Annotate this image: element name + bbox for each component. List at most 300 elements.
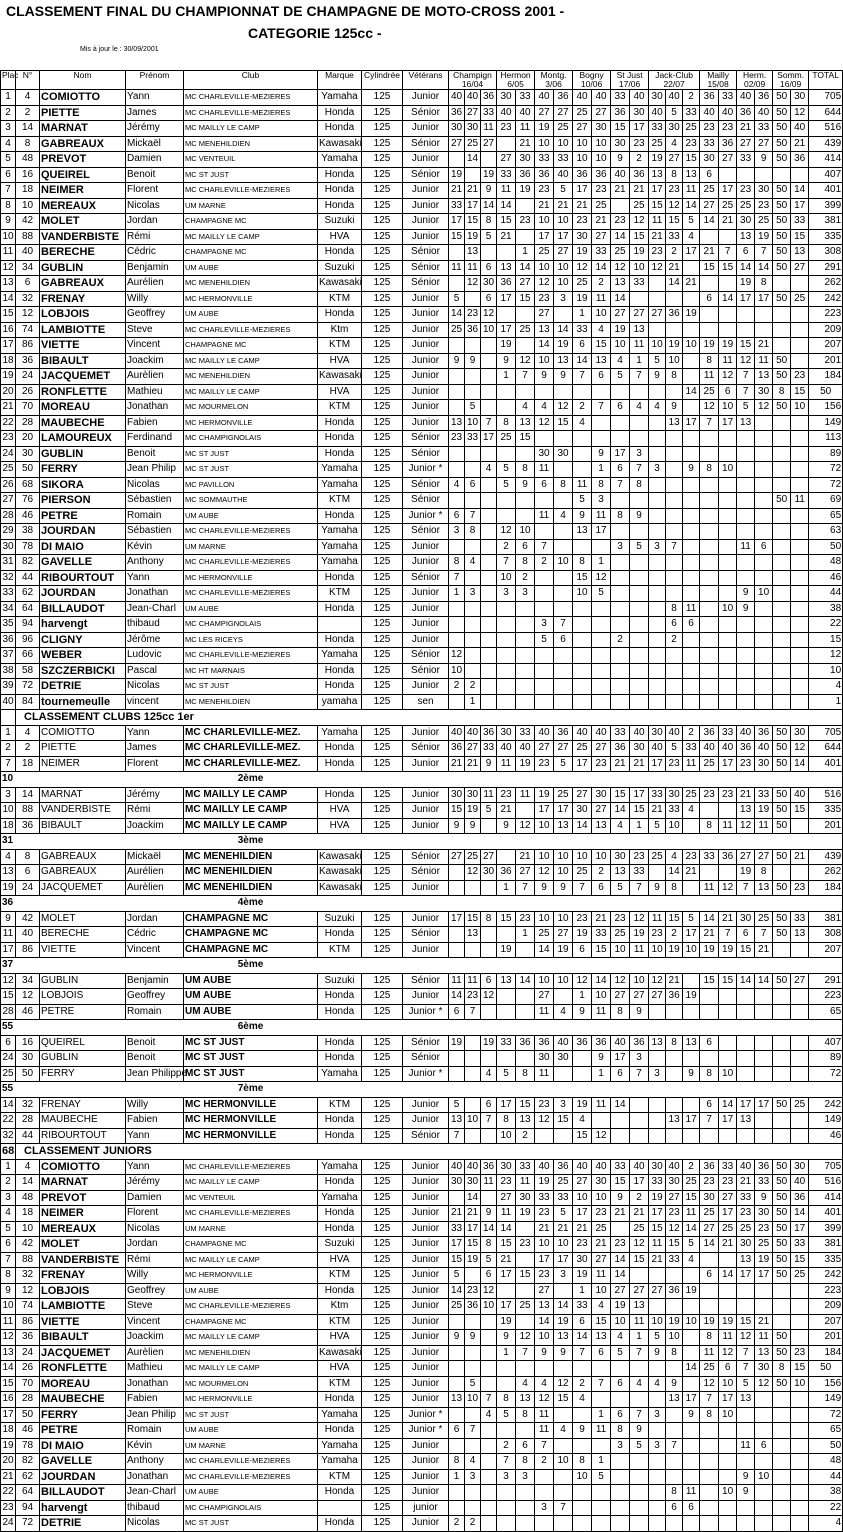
score-cell [516,1314,535,1330]
score-cell: 10 [611,942,630,958]
score-cell: 13 [791,245,809,261]
place-cell: 3 [1,121,16,137]
brand-cell: KTM [318,586,362,602]
number-cell: 84 [16,694,40,710]
score-cell: 33 [700,849,719,865]
score-cell: 9 [516,477,535,493]
score-cell: 8 [666,880,683,896]
score-cell: 19 [630,927,649,943]
score-cell [573,1066,592,1082]
club-cell: MC SOMMAUTHE [184,493,318,509]
score-cell: 7 [516,880,535,896]
score-cell: 25 [700,756,719,772]
total-cell: 401 [809,1206,843,1222]
score-cell [465,1500,481,1516]
score-cell: 21 [554,198,573,214]
score-cell: 19 [755,229,773,245]
score-cell [773,617,791,633]
firstname-cell: Joackim [126,1330,184,1346]
club-rank-spacer [16,1020,184,1036]
brand-cell: Honda [318,446,362,462]
score-cell [630,291,649,307]
number-cell: 24 [16,1345,40,1361]
score-cell: 50 [773,1190,791,1206]
score-cell: 9 [465,818,481,834]
cc-cell: 125 [362,1376,403,1392]
score-cell: 33 [573,322,592,338]
club-rank-spacer [318,1020,843,1036]
cc-cell: 125 [362,911,403,927]
score-cell [683,973,700,989]
col-header-race: Somm. 16/09 [773,71,809,90]
category-cell: Junior [403,1175,449,1191]
score-cell: 27 [554,741,573,757]
place-cell: 10 [1,229,16,245]
score-cell: 50 [773,927,791,943]
score-cell [535,1128,554,1144]
score-cell [683,1299,700,1315]
score-cell: 21 [516,849,535,865]
number-cell: 72 [16,679,40,695]
score-cell: 40 [791,121,809,137]
score-cell [481,880,497,896]
score-cell: 8 [666,167,683,183]
score-cell [573,1407,592,1423]
score-cell [649,1423,666,1439]
score-cell: 10 [497,570,516,586]
score-cell [554,1066,573,1082]
cc-cell: 125 [362,1454,403,1470]
score-cell: 27 [700,1221,719,1237]
cc-cell: 125 [362,1516,403,1532]
score-cell: 30 [755,1361,773,1377]
score-cell: 30 [497,90,516,106]
score-cell [611,1469,630,1485]
place-cell: 8 [1,198,16,214]
score-cell: 12 [700,1376,719,1392]
name-cell: GABREAUX [40,136,126,152]
score-cell: 5 [554,183,573,199]
cc-cell: 125 [362,446,403,462]
score-cell [516,307,535,323]
cc-cell: 125 [362,1330,403,1346]
score-cell: 4 [481,1407,497,1423]
place-cell: 19 [1,369,16,385]
firstname-cell: Rémi [126,1252,184,1268]
score-cell: 1 [592,1407,611,1423]
score-cell: 19 [497,338,516,354]
score-cell [465,1485,481,1501]
brand-cell: Honda [318,121,362,137]
firstname-cell: Aurèlien [126,1345,184,1361]
cc-cell: 125 [362,462,403,478]
score-cell: 11 [592,1423,611,1439]
firstname-cell: Geoffrey [126,1283,184,1299]
score-cell: 40 [719,741,737,757]
cc-cell: 125 [362,105,403,121]
name-cell: CLIGNY [40,632,126,648]
score-cell: 3 [649,462,666,478]
score-cell: 5 [666,105,683,121]
score-cell: 27 [554,105,573,121]
place-cell: 4 [1,849,16,865]
score-cell: 4 [554,508,573,524]
brand-cell: KTM [318,1097,362,1113]
score-cell [773,167,791,183]
score-cell: 50 [773,1159,791,1175]
score-cell: 2 [449,1516,465,1532]
brand-cell: Honda [318,415,362,431]
score-cell: 30 [449,787,465,803]
score-cell: 13 [737,803,755,819]
score-cell: 5 [611,880,630,896]
score-cell: 36 [737,105,755,121]
place-cell: 17 [1,1407,16,1423]
score-cell: 17 [683,1113,700,1129]
score-cell: 10 [554,1454,573,1470]
score-cell: 10 [554,973,573,989]
score-cell: 33 [737,152,755,168]
place-cell: 20 [1,1454,16,1470]
score-cell: 19 [497,942,516,958]
score-cell [649,524,666,540]
score-cell: 50 [773,198,791,214]
firstname-cell: Fabien [126,1113,184,1129]
score-cell [755,1423,773,1439]
score-cell: 13 [516,415,535,431]
score-cell: 23 [755,1221,773,1237]
score-cell: 5 [465,1376,481,1392]
category-cell: Sénior [403,741,449,757]
score-cell [592,601,611,617]
score-cell [791,353,809,369]
number-cell: 72 [16,1516,40,1532]
score-cell [719,679,737,695]
score-cell [683,508,700,524]
brand-cell: Honda [318,1516,362,1532]
score-cell: 23 [791,880,809,896]
score-cell [700,663,719,679]
score-cell [737,570,755,586]
score-cell: 40 [573,725,592,741]
score-cell: 9 [449,1330,465,1346]
score-cell [791,508,809,524]
score-cell: 9 [649,369,666,385]
club-cell: MC CHAMPIGNOLAIS [184,617,318,633]
cc-cell: 125 [362,1392,403,1408]
score-cell: 2 [535,555,554,571]
score-cell: 30 [755,756,773,772]
score-cell: 27 [791,973,809,989]
score-cell [592,1392,611,1408]
score-cell [700,1423,719,1439]
score-cell [497,632,516,648]
score-cell: 9 [630,508,649,524]
cc-cell: 125 [362,415,403,431]
number-cell: 14 [16,1175,40,1191]
score-cell: 17 [554,803,573,819]
score-cell [719,1128,737,1144]
table-row [1,291,843,307]
score-cell: 6 [700,291,719,307]
score-cell: 33 [449,198,465,214]
score-cell [449,1066,465,1082]
score-cell: 6 [755,1438,773,1454]
firstname-cell: thibaud [126,1500,184,1516]
table-row [1,1361,843,1377]
score-cell: 9 [737,586,755,602]
score-cell [719,1004,737,1020]
score-cell [481,1314,497,1330]
score-cell [791,1407,809,1423]
score-cell [755,679,773,695]
score-cell: 13 [611,276,630,292]
total-cell: 439 [809,136,843,152]
score-cell: 50 [773,260,791,276]
score-cell [755,555,773,571]
firstname-cell: Jordan [126,214,184,230]
score-cell: 21 [683,865,700,881]
place-cell: 19 [1,1438,16,1454]
score-cell [666,291,683,307]
club-cell: UM MARNE [184,539,318,555]
score-cell: 14 [700,214,719,230]
score-cell [611,663,630,679]
name-cell: DI MAIO [40,539,126,555]
name-cell: PETRE [40,1423,126,1439]
score-cell: 23 [755,198,773,214]
score-cell [554,1407,573,1423]
score-cell [592,1438,611,1454]
score-cell [516,1283,535,1299]
category-cell: Sénior [403,105,449,121]
score-cell: 50 [773,1237,791,1253]
score-cell [554,1516,573,1532]
number-cell: 32 [16,1097,40,1113]
score-cell: 19 [666,338,683,354]
score-cell [497,446,516,462]
score-cell: 7 [516,369,535,385]
score-cell: 9 [554,369,573,385]
score-cell [516,508,535,524]
cc-cell: 125 [362,508,403,524]
firstname-cell: Willy [126,291,184,307]
score-cell: 17 [719,756,737,772]
score-cell: 30 [649,725,666,741]
score-cell: 25 [465,849,481,865]
score-cell: 23 [649,927,666,943]
score-cell [755,632,773,648]
score-cell [573,601,592,617]
score-cell: 33 [719,1159,737,1175]
score-cell: 7 [755,927,773,943]
cc-cell: 125 [362,1035,403,1051]
club-cell: MC CHARLEVILLE-MEZIERES [184,1299,318,1315]
table-row [1,229,843,245]
score-cell [791,1330,809,1346]
club-cell: MC ST JUST [184,446,318,462]
club-cell: CHAMPAGNE MC [184,338,318,354]
score-cell: 40 [592,1159,611,1175]
number-cell: 8 [16,136,40,152]
score-cell: 36 [516,167,535,183]
score-cell: 23 [791,369,809,385]
score-cell: 30 [791,90,809,106]
score-cell: 33 [573,1299,592,1315]
score-cell: 30 [465,1175,481,1191]
score-cell: 21 [791,136,809,152]
brand-cell: Honda [318,1221,362,1237]
score-cell: 33 [666,229,683,245]
number-cell: 42 [16,1237,40,1253]
score-cell: 7 [465,1004,481,1020]
name-cell: FRENAY [40,1268,126,1284]
score-cell [611,586,630,602]
score-cell [791,1454,809,1470]
score-cell: 10 [666,818,683,834]
name-cell: MEREAUX [40,198,126,214]
category-cell: junior [403,1500,449,1516]
place-cell: 11 [1,245,16,261]
cc-cell: 125 [362,369,403,385]
score-cell [737,648,755,664]
brand-cell: Honda [318,741,362,757]
score-cell: 25 [719,198,737,214]
score-cell [666,1066,683,1082]
score-cell: 23 [611,1237,630,1253]
score-cell: 8 [516,1454,535,1470]
place-cell: 13 [1,1345,16,1361]
score-cell: 13 [737,229,755,245]
score-cell: 13 [465,927,481,943]
score-cell [465,601,481,617]
score-cell: 27 [573,121,592,137]
total-cell: 381 [809,1237,843,1253]
score-cell [535,431,554,447]
score-cell [791,524,809,540]
score-cell: 30 [573,803,592,819]
score-cell: 40 [791,1175,809,1191]
score-cell: 12 [516,1330,535,1346]
score-cell [516,1051,535,1067]
club-cell: MC MENEHILDIEN [184,865,318,881]
score-cell: 6 [700,1097,719,1113]
score-cell [649,586,666,602]
score-cell [791,431,809,447]
score-cell [630,679,649,695]
score-cell: 33 [611,90,630,106]
score-cell: 13 [573,524,592,540]
score-cell [449,1485,465,1501]
score-cell [630,524,649,540]
number-cell: 36 [16,353,40,369]
club-cell: MC CHARLEVILLE-MEZIERES [184,1454,318,1470]
score-cell [773,431,791,447]
score-cell: 7 [700,415,719,431]
score-cell: 19 [573,1268,592,1284]
score-cell [719,632,737,648]
total-cell: 223 [809,307,843,323]
score-cell [683,1454,700,1470]
brand-cell: Yamaha [318,152,362,168]
score-cell: 4 [465,555,481,571]
table-row [1,1299,843,1315]
category-cell: Junior [403,1159,449,1175]
score-cell [449,539,465,555]
table-row [1,198,843,214]
number-cell: 82 [16,1454,40,1470]
score-cell: 25 [649,849,666,865]
brand-cell: Yamaha [318,524,362,540]
number-cell: 12 [16,307,40,323]
score-cell: 5 [554,756,573,772]
score-cell: 17 [449,911,465,927]
score-cell: 25 [737,1221,755,1237]
cc-cell: 125 [362,338,403,354]
score-cell [719,617,737,633]
score-cell: 27 [535,1283,554,1299]
score-cell: 40 [737,90,755,106]
score-cell: 9 [755,152,773,168]
col-header-number: N° [16,71,40,90]
score-cell [592,679,611,695]
score-cell: 17 [719,1113,737,1129]
score-cell: 19 [573,1097,592,1113]
score-cell: 11 [497,756,516,772]
brand-cell: KTM [318,1376,362,1392]
score-cell: 33 [755,121,773,137]
total-cell: 72 [809,462,843,478]
brand-cell: Suzuki [318,973,362,989]
score-cell: 1 [630,1330,649,1346]
score-cell: 1 [573,307,592,323]
score-cell: 33 [719,725,737,741]
score-cell: 17 [719,183,737,199]
club-cell: MC CHARLEVILLE-MEZIERES [184,90,318,106]
score-cell: 50 [773,1376,791,1392]
name-cell: MARNAT [40,1175,126,1191]
score-cell: 9 [481,1206,497,1222]
place-cell: 5 [1,152,16,168]
score-cell: 36 [535,167,554,183]
score-cell: 15 [683,152,700,168]
table-row [1,1237,843,1253]
score-cell: 6 [554,632,573,648]
score-cell: 12 [554,400,573,416]
score-cell [755,1500,773,1516]
score-cell: 25 [516,1299,535,1315]
score-cell: 13 [666,1113,683,1129]
score-cell [611,1454,630,1470]
firstname-cell: Benoit [126,167,184,183]
total-cell: 381 [809,214,843,230]
score-cell [755,1392,773,1408]
firstname-cell: Vincent [126,942,184,958]
score-cell: 4 [554,1423,573,1439]
score-cell: 4 [649,400,666,416]
score-cell: 19 [535,1175,554,1191]
score-cell: 2 [497,1438,516,1454]
score-cell [755,462,773,478]
category-cell: Sénior [403,245,449,261]
score-cell [649,415,666,431]
score-cell: 40 [554,1035,573,1051]
category-cell: Junior [403,1314,449,1330]
score-cell: 15 [737,338,755,354]
table-row [1,694,843,710]
score-cell [649,508,666,524]
score-cell: 40 [700,105,719,121]
